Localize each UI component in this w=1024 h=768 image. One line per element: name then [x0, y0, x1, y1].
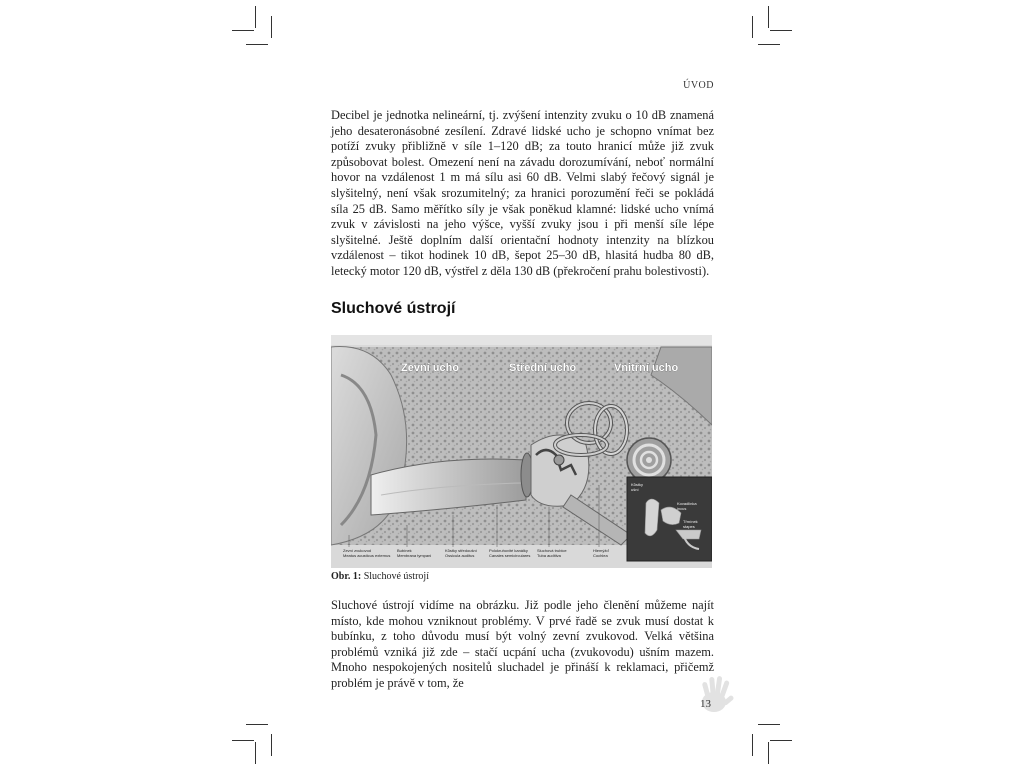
label-outer-ear: Zevní ucho — [401, 362, 460, 374]
figure-caption — [331, 571, 429, 582]
label-middle-ear: Střední ucho — [509, 362, 577, 374]
crop-mark — [246, 44, 268, 45]
part-label-eardrum: Bubínek — [397, 548, 412, 553]
inset-label-ossicles-b: ušní — [631, 487, 639, 492]
running-header: ÚVOD — [683, 80, 714, 91]
crop-mark — [255, 742, 256, 764]
part-label-semicircular-canals-latin: Canales semicirculares — [489, 553, 531, 558]
part-label-ear-canal: Zevní zvukovod — [343, 548, 372, 553]
crop-mark — [770, 30, 792, 31]
crop-mark — [246, 724, 268, 725]
inset-label-ossicles: Kůstky — [631, 482, 644, 487]
intro-paragraph: Decibel je jednotka nelineární, tj. zvýšení intenzity zvuku o 10 dB znamená jeho desateronásobné zesílení. Zdravé lidské ucho je schopno vnímat bez potíží zvuky přibližně v síle 1–120 dB; za touto hranicí může již zvuk způsobovat bolest. Omezení není na závadu dorozumívání, neboť normální hovor na vzdálenost 1 m má sílu asi 60 dB. Velmi slabý řečový signál je slyšitelný, není však srozumitelný; za hranici porozumění řeči se pokládá síla 25 dB. Samo měřítko síly je však poněkud klamné: lidské ucho vnímá zvuk v závislosti na jeho výšce, vyšší zvuky jsou i při menší síle lépe slyšitelné. Ještě doplním další orientační hodnoty intenzity na blízkou vzdálenost – tikot hodinek 10 dB, šepot 25–30 dB, hlasitá hudba 80 dB, letecký motor 120 dB, výstřel z děla 130 dB (překročení prahu bolestivosti). — [331, 108, 714, 278]
crop-mark — [752, 16, 753, 38]
crop-mark — [768, 742, 769, 764]
body-paragraph: Sluchové ústrojí vidíme na obrázku. Již podle jeho členění můžeme najít místo, kde mohou vzniknout problémy. V prvé řadě se zvuk musí dostat k bubínku, z toho důvodu musí být volný zevní zvukovod. Velká většina problémů vzniká již zde – stačí ucpání ucha (zvukovodu) ušním mazem. Mnoho nespokojených nositelů sluchadel je přináší k reklamaci, přičemž problém je právě v tom, že — [331, 598, 714, 690]
inset-label-incus-b: incus — [677, 506, 687, 511]
crop-mark — [232, 30, 254, 31]
label-inner-ear: Vnitřní ucho — [614, 362, 679, 374]
crop-mark — [752, 734, 753, 756]
part-label-eustachian-tube-latin: Tuba auditiva — [537, 553, 561, 558]
part-label-ear-canal-latin: Meatus acusticus externus — [343, 553, 391, 558]
part-label-eardrum-latin: Membrana tympani — [397, 553, 432, 558]
ear-anatomy-figure — [331, 335, 712, 568]
part-label-eustachian-tube: Sluchová trubice — [537, 548, 567, 553]
crop-mark — [232, 740, 254, 741]
crop-mark — [758, 44, 780, 45]
part-label-cochlea: Hlemýžď — [593, 548, 609, 553]
page-number: 13 — [700, 698, 711, 710]
inset-label-stapes: Třmínek — [683, 519, 698, 524]
crop-mark — [271, 734, 272, 756]
crop-mark — [271, 16, 272, 38]
crop-mark — [758, 724, 780, 725]
crop-mark — [770, 740, 792, 741]
part-label-ossicles-latin: Ossicula auditus — [445, 553, 475, 558]
section-heading: Sluchové ústrojí — [331, 300, 456, 317]
part-label-ossicles: Kůstky středoušní — [445, 548, 477, 553]
inset-label-stapes-b: stapes — [683, 524, 695, 529]
crop-mark — [768, 6, 769, 28]
caption-prefix: Obr. 1: — [331, 571, 362, 582]
part-label-cochlea-latin: Cochlea — [593, 553, 608, 558]
crop-mark — [255, 6, 256, 28]
caption-text: Sluchové ústrojí — [363, 571, 429, 582]
part-label-semicircular-canals: Polokruhovité kanálky — [489, 548, 528, 553]
inset-label-incus: Kovadlinka — [677, 501, 697, 506]
